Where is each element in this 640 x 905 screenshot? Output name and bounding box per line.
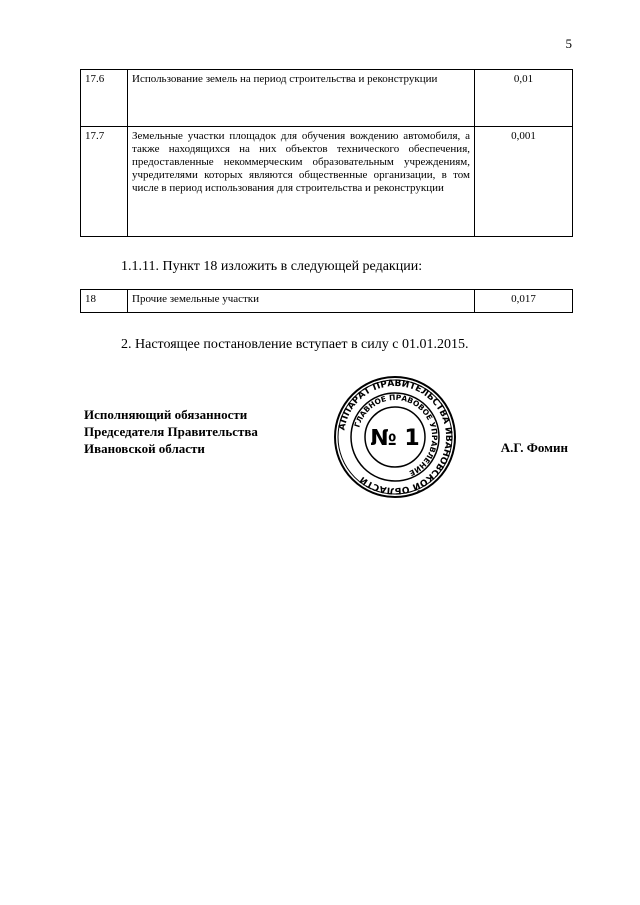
page-number: 5 (565, 36, 572, 51)
signatory-name: А.Г. Фомин (500, 440, 568, 455)
row-number: 17.7 (81, 127, 128, 237)
seal-inner-text: ГЛАВНОЕ ПРАВОВОЕ УПРАВЛЕНИЕ (352, 392, 440, 478)
row-description: Использование земель на период строительства и реконструкции (128, 70, 475, 127)
signatory-title-line: Ивановской области (84, 441, 205, 456)
row-value: 0,01 (475, 70, 573, 127)
table-row (81, 290, 573, 313)
row-value: 0,017 (475, 290, 573, 313)
item-18-table (80, 289, 573, 313)
row-number: 17.6 (81, 70, 128, 127)
amendment-paragraph: 1.1.11. Пункт 18 изложить в следующей редакции: (121, 259, 423, 274)
effective-date-paragraph: 2. Настоящее постановление вступает в силу с 01.01.2015. (121, 337, 469, 352)
coefficient-table (80, 69, 573, 237)
seal-center-number: № 1 (370, 426, 420, 451)
seal-outer-text: АППАРАТ ПРАВИТЕЛЬСТВА ИВАНОВСКОЙ ОБЛАСТИ (337, 378, 454, 496)
table-row (81, 127, 573, 237)
signatory-title-line: Исполняющий обязанности (84, 407, 248, 422)
row-value: 0,001 (475, 127, 573, 237)
row-description: Прочие земельные участки (128, 290, 475, 313)
row-description: Земельные участки площадок для обучения вождению автомобиля, а также находящихся на них объектов технического обеспечения, предоставленные некоммерческим образовательным учреждениям, учредителями которых являются общественные организации, в том числе в период использования для строительства и реконструкции (128, 127, 475, 237)
signatory-title-line: Председателя Правительства (84, 424, 258, 439)
row-number: 18 (81, 290, 128, 313)
official-seal-stamp (333, 375, 457, 499)
table-row (81, 70, 573, 127)
signatory-title (84, 406, 258, 457)
